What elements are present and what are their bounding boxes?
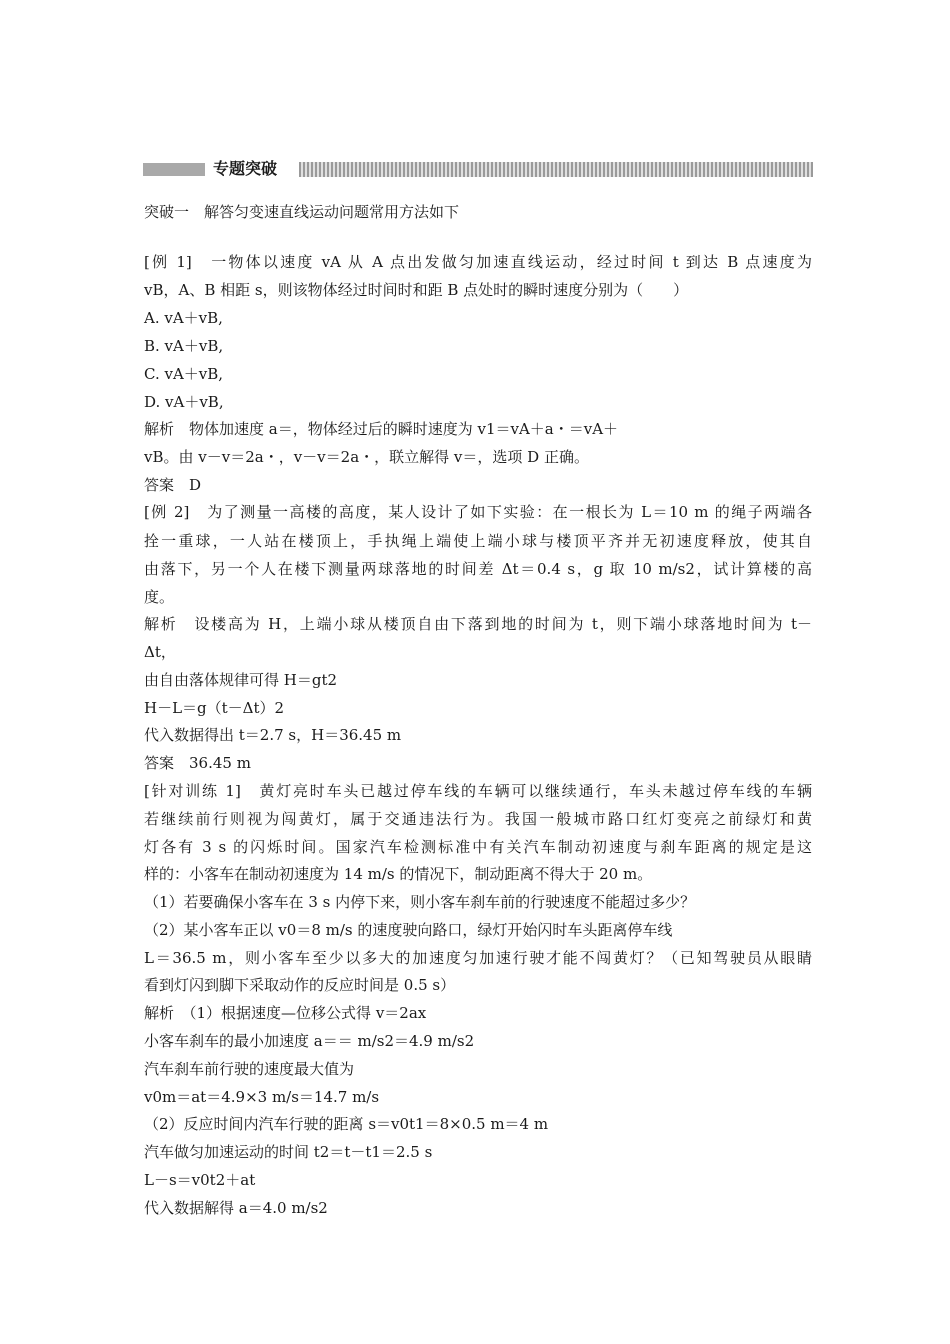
example2-analysis5: 代入数据得出 t＝2.7 s，H＝36.45 m [144, 726, 402, 744]
training1-question1: （1）若要确保小客车在 3 s 内停下来，则小客车刹车前的行驶速度不能超过多少？ [144, 893, 696, 911]
example2-analysis1: 解析 设楼高为 H，上端小球从楼顶自由下落到地的时间为 t，则下端小球落地时间为 t－ [144, 615, 812, 633]
training1-solution4: v0m＝at＝4.9×3 m/s＝14.7 m/s [144, 1088, 380, 1106]
training1-solution8: 代入数据解得 a＝4.0 m/s2 [144, 1199, 328, 1217]
example2-analysis2: Δt， [144, 643, 176, 661]
section-title: 专题突破 [213, 159, 278, 178]
training1-solution2: 小客车刹车的最小加速度 a＝＝ m/s2＝4.9 m/s2 [144, 1032, 475, 1050]
option-b: B. vA＋vB, [144, 337, 224, 355]
banner-solid-bar [143, 163, 205, 176]
heading: 突破一 解答匀变速直线运动问题常用方法如下 [144, 203, 460, 221]
example2-line3: 由落下，另一个人在楼下测量两球落地的时间差 Δt＝0.4 s，g 取 10 m/s2，试计算楼的高 [144, 560, 812, 578]
example1-analysis2: vB。由 v－v＝2a・，v－v＝2a・，联立解得 v＝，选项 D 正确。 [144, 448, 589, 466]
training1-question2c: 看到灯闪到脚下采取动作的反应时间是 0.5 s） [144, 976, 456, 994]
example2-analysis3: 由自由落体规律可得 H＝gt2 [144, 671, 338, 689]
example2-line1: [例 2] 为了测量一高楼的高度，某人设计了如下实验：在一根长为 L＝10 m 的绳子两端各 [144, 503, 812, 521]
example2-analysis4: H－L＝g（t－Δt）2 [144, 699, 285, 717]
example1-analysis1: 解析 物体加速度 a＝，物体经过后的瞬时速度为 v1＝vA＋a・＝vA＋ [144, 420, 619, 438]
training1-line4: 样的：小客车在制动初速度为 14 m/s 的情况下，制动距离不得大于 20 m。 [144, 865, 653, 883]
example2-answer: 答案 36.45 m [144, 754, 251, 772]
training1-line1: [针对训练 1] 黄灯亮时车头已越过停车线的车辆可以继续通行，车头未越过停车线的车辆 [144, 782, 812, 800]
training1-line2: 若继续前行则视为闯黄灯，属于交通违法行为。我国一般城市路口红灯变亮之前绿灯和黄 [144, 810, 812, 828]
option-a: A. vA＋vB, [144, 309, 223, 327]
option-c: C. vA＋vB, [144, 365, 224, 383]
training1-solution1: 解析 （1）根据速度—位移公式得 v＝2ax [144, 1004, 427, 1022]
training1-solution6: 汽车做匀加速运动的时间 t2＝t－t1＝2.5 s [144, 1143, 433, 1161]
example2-line4: 度。 [144, 588, 175, 606]
section-banner [143, 159, 813, 179]
example1-line1: [例 1] 一物体以速度 vA 从 A 点出发做匀加速直线运动，经过时间 t 到达 B 点速度为 [144, 253, 812, 271]
training1-solution3: 汽车刹车前行驶的速度最大值为 [144, 1060, 355, 1078]
option-d: D. vA＋vB, [144, 393, 224, 411]
example1-answer: 答案 D [144, 476, 202, 494]
training1-solution5: （2）反应时间内汽车行驶的距离 s＝v0t1＝8×0.5 m＝4 m [144, 1115, 549, 1133]
training1-solution7: L－s＝v0t2＋at [144, 1171, 256, 1189]
example2-line2: 拴一重球，一人站在楼顶上，手执绳上端使上端小球与楼顶平齐并无初速度释放，使其自 [144, 532, 812, 550]
training1-question2a: （2）某小客车正以 v0＝8 m/s 的速度驶向路口，绿灯开始闪时车头距离停车线 [144, 921, 673, 939]
banner-hatch-bar [299, 162, 813, 177]
example1-line2: vB，A、B 相距 s，则该物体经过时间时和距 B 点处时的瞬时速度分别为（ ） [144, 281, 689, 299]
training1-question2b: L＝36.5 m，则小客车至少以多大的加速度匀加速行驶才能不闯黄灯？（已知驾驶员从眼睛 [144, 949, 812, 967]
training1-line3: 灯各有 3 s 的闪烁时间。国家汽车检测标准中有关汽车制动初速度与刹车距离的规定是这 [144, 838, 812, 856]
